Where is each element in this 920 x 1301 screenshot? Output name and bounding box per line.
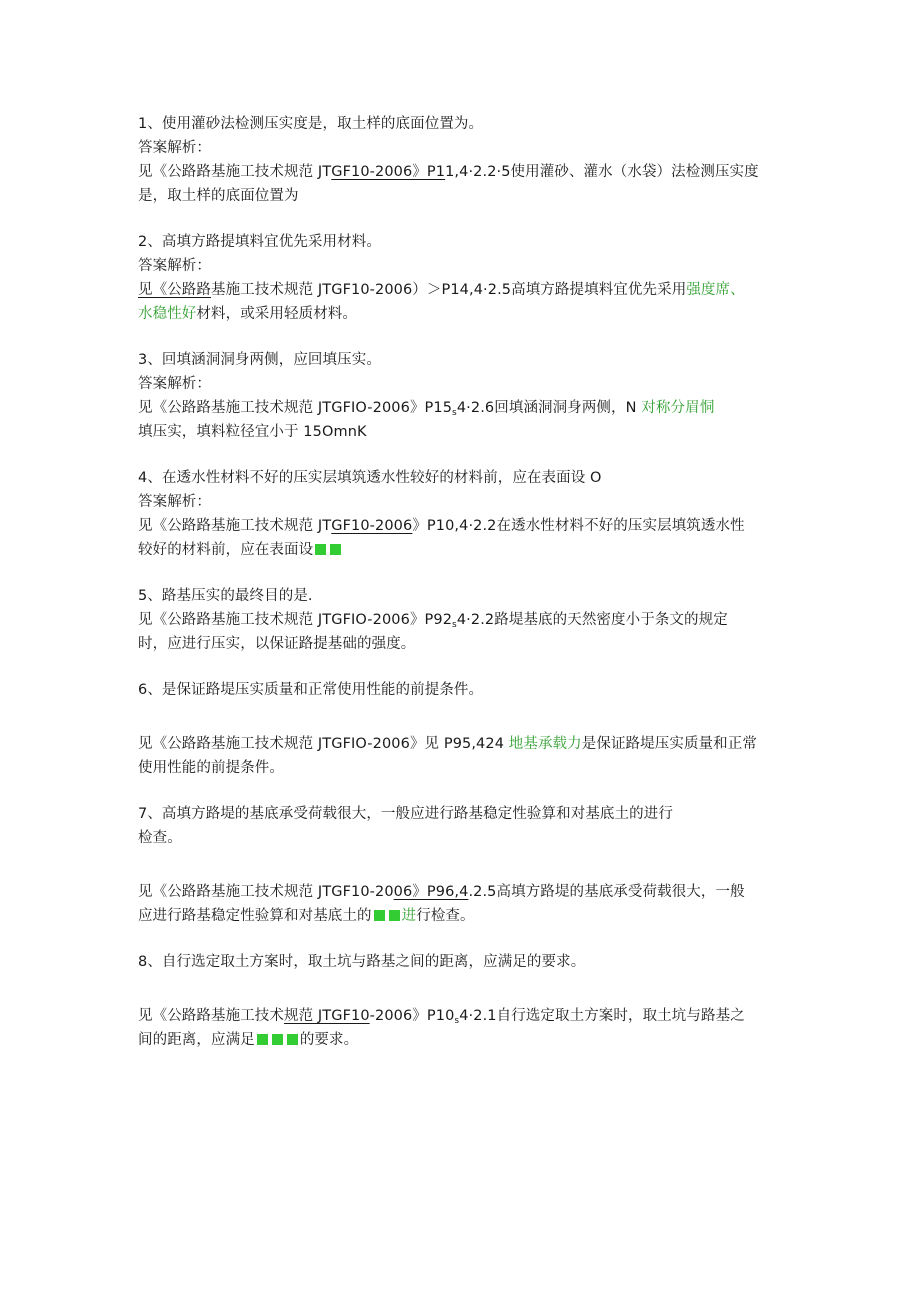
subscript-text: s [454,1016,460,1026]
text-run: 见《公路路基施工技术规范 JT [138,164,332,180]
text-run: 4·2.1自行选定取土方案时，取土坑与路基之 [459,1008,745,1024]
text-run: 应进行路基稳定性验算和对基底土的 [138,908,372,924]
document-page [138,112,798,1052]
text-run: .2.5高填方路堤的基底承受荷载很大，一般 [468,884,745,900]
answer-7-line-2 [138,904,798,928]
text-run: 见《公路路基施工技术规范 JT [138,518,332,534]
question-7-line-2: 检查。 [138,830,182,846]
question-3: 3、回填涵洞洞身两侧，应回填压实。 [138,352,381,368]
text-run: 》P10,4·2.2在透水性材料不好的压实层填筑透水性 [412,518,745,534]
answer-4-line-2 [138,538,798,562]
green-mark-icon [330,544,341,555]
question-4: 4、在透水性材料不好的压实层填筑透水性较好的材料前，应在表面设 O [138,470,602,486]
green-highlight-text: 地基承载力 [508,736,582,752]
answer-4-line-1 [138,514,798,538]
green-highlight-text: 强度席、 [686,282,745,298]
green-mark-icon [272,1034,283,1045]
text-run: 4·2.6回填涵洞洞身两侧，N [456,400,642,416]
text-run: 材料，或采用轻质材料。 [196,306,358,322]
answer-1-line-1 [138,160,798,184]
underlined-text: GF10-2006》P1 [331,164,446,180]
answer-5-line-2: 时，应进行压实，以保证路提基础的强度。 [138,636,416,652]
question-7-line-1: 7、高填方路堤的基底承受荷载很大，一般应进行路基稳定性验算和对基底土的进行 [138,806,673,822]
subscript-text: s [452,620,457,630]
answer-6-line-1 [138,732,798,756]
text-run: 4·2.2路堤基底的天然密度小于条文的规定 [456,612,728,628]
underlined-text: 规范 JTGF10 [284,1008,370,1024]
green-mark-icon [315,544,326,555]
answer-label-2: 答案解析： [138,258,211,274]
green-mark-icon [374,910,385,921]
answer-3-line-1 [138,396,798,420]
underlined-text: 06》P96,4 [393,884,469,900]
text-run: 见《公路路基施工技术规范 JTGFIO-2006》见 P95,424 [138,736,509,752]
answer-8-line-1 [138,1004,798,1028]
answer-3-line-2: 填压实，填料粒径宜小于 15OmnK [138,424,367,440]
text-run: 的要求。 [299,1032,359,1048]
answer-label-4: 答案解析： [138,494,211,510]
green-mark-icon [257,1034,268,1045]
text-run: 见《公路路基施工技术 [138,1008,284,1024]
text-run: 见《公路路基施工技术规范 JTGFIO-2006》P92 [138,612,453,628]
answer-1-line-2: 是，取土样的底面位置为 [138,188,299,204]
answer-2-line-2 [138,302,798,326]
green-mark-icon [287,1034,298,1045]
question-5: 5、路基压实的最终目的是. [138,588,313,604]
answer-5-line-1 [138,608,798,632]
subscript-text: s [452,408,457,418]
answer-label-3: 答案解析： [138,376,211,392]
answer-8-line-2 [138,1028,798,1052]
green-highlight-text: 进 [401,908,417,924]
answer-6-line-2: 使用性能的前提条件。 [138,760,284,776]
green-mark-icon [389,910,400,921]
question-6: 6、是保证路堤压实质量和正常使用性能的前提条件。 [138,682,484,698]
text-run: 1,4·2.2·5使用灌砂、灌水（水袋）法检测压实度 [445,164,759,180]
text-run: 行检查。 [416,908,475,924]
question-2: 2、高填方路提填料宜优先采用材料。 [138,234,381,250]
text-run: -2006》P10 [369,1008,455,1024]
text-run: 基施工技术规范 JTGF10-2006）＞P14,4·2.5高填方路提填料宜优先采用 [211,282,687,298]
green-highlight-text: 对称分眉恫 [641,400,715,416]
green-highlight-text: 水稳性好 [138,306,197,322]
answer-2-line-1 [138,278,798,302]
text-run: 是保证路堤压实质量和正常 [581,736,757,752]
answer-7-line-1 [138,880,798,904]
underlined-text: 见《公路路 [138,282,211,298]
question-1: 1、使用灌砂法检测压实度是，取土样的底面位置为。 [138,116,484,132]
text-run: 见《公路路基施工技术规范 JTGF10-20 [138,884,394,900]
text-run: 见《公路路基施工技术规范 JTGFIO-2006》P15 [138,400,453,416]
text-run: 间的距离，应满足 [138,1032,255,1048]
question-8: 8、自行选定取土方案时，取土坑与路基之间的距离，应满足的要求。 [138,954,586,970]
text-run: 较好的材料前，应在表面设 [138,542,314,558]
answer-label-1: 答案解析： [138,140,211,156]
underlined-text: GF10-2006 [331,518,413,534]
